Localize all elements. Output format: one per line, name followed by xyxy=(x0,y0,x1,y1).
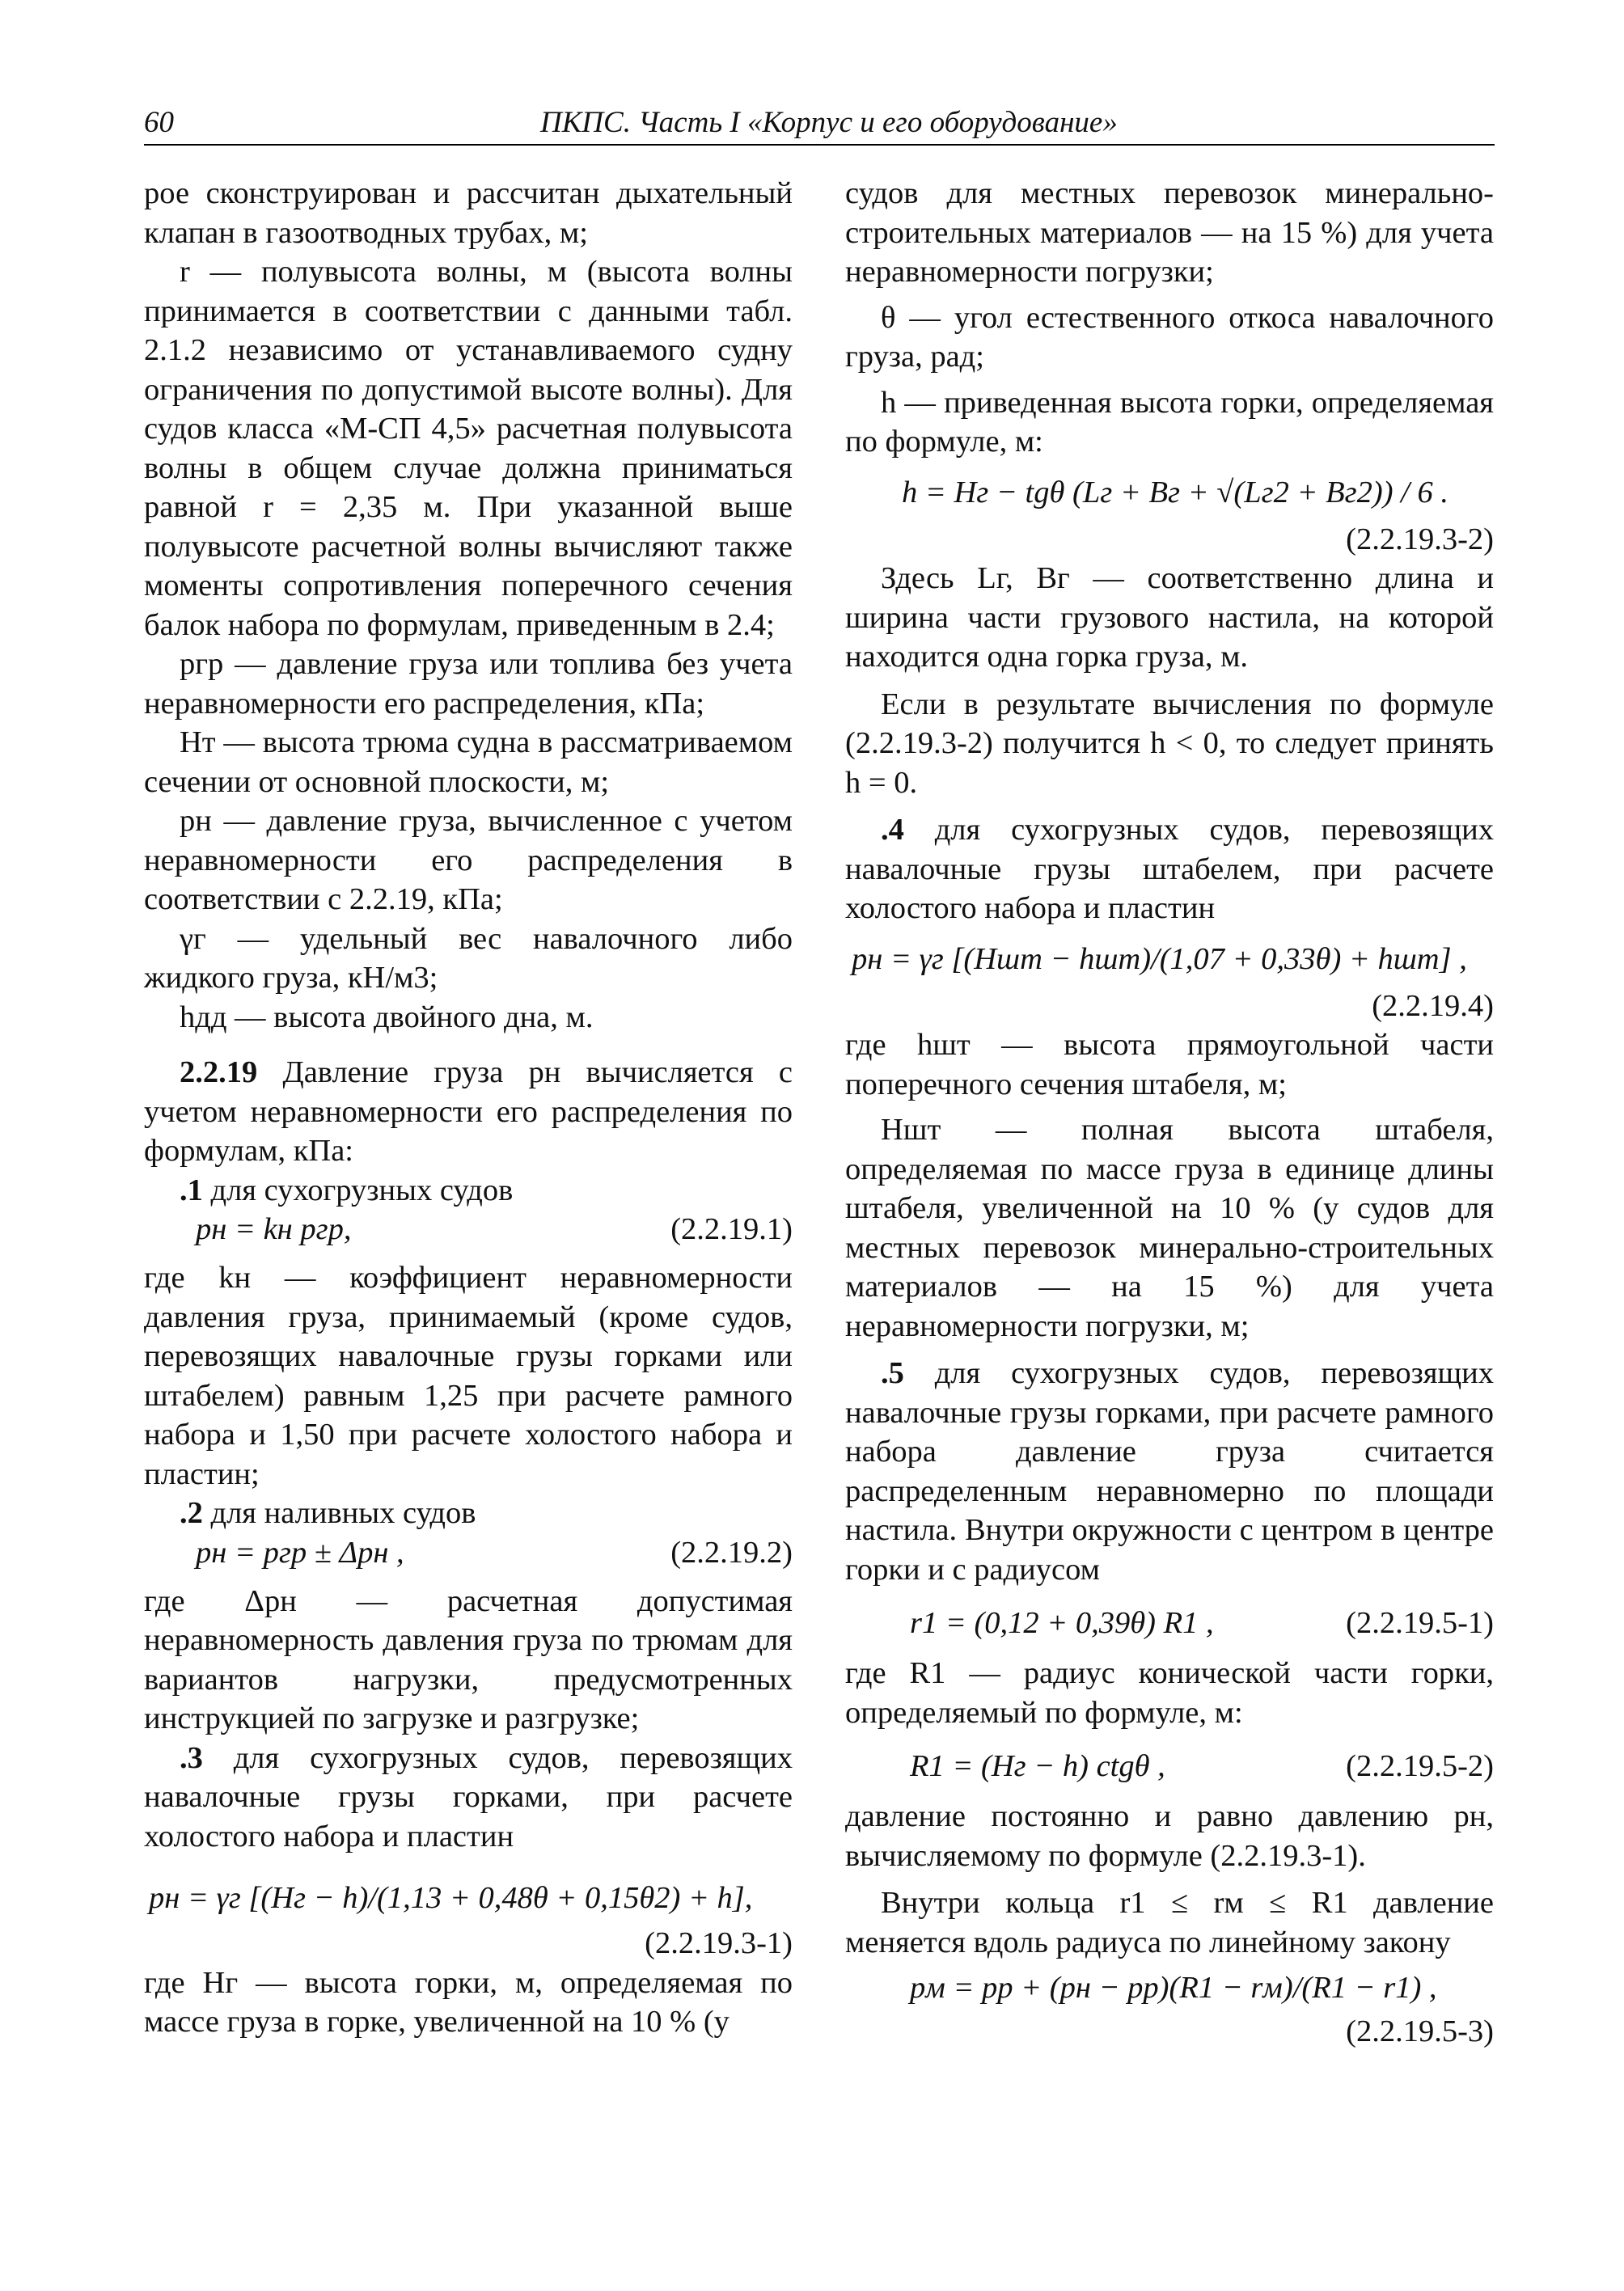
formula: r1 = (0,12 + 0,39θ) R1 , xyxy=(910,1606,1214,1640)
page-header xyxy=(144,105,1495,146)
paragraph: Если в результате вычисления по формуле (2.2.19.3-2) получится h < 0, то следует принять h = 0. xyxy=(845,687,1494,800)
running-title: ПКПС. Часть I «Корпус и его оборудование» xyxy=(540,106,1118,139)
item-number: .2 xyxy=(180,1496,203,1530)
paragraph: где Δpн — расчетная допустимая неравномерность давления груза по трюмам для вариантов нагрузки, предусмотренных инструкцией по загрузке и разгрузке; xyxy=(144,1583,793,1735)
item-text: для сухогрузных судов xyxy=(210,1173,514,1207)
list-item xyxy=(144,1171,793,1211)
formula: R1 = (Hг − h) ctgθ , xyxy=(910,1749,1165,1783)
paragraph: Hт — высота трюма судна в рассматриваемом сечении от основной плоскости, м; xyxy=(144,725,793,799)
paragraph: Внутри кольца r1 ≤ rм ≤ R1 давление меняется вдоль радиуса по линейному закону xyxy=(845,1886,1494,1959)
paragraph: pгр — давление груза или топлива без учета неравномерности его распределения, кПа; xyxy=(144,647,793,721)
equation-number: (2.2.19.1) xyxy=(670,1212,793,1246)
paragraph: судов для местных перевозок минерально-строительных материалов — на 15 %) для учета неравномерности погрузки; xyxy=(845,176,1494,289)
paragraph: Здесь Lг, Bг — соответственно длина и ширина части грузового настила, на которой находится одна горка груза, м. xyxy=(845,561,1494,674)
page-number: 60 xyxy=(144,106,174,139)
paragraph: Hшт — полная высота штабеля, определяемая по массе груза в единице длины штабеля, увеличенной на 10 % (у судов для местных перевозок минерально-строительных материалов — на 15 %) для учета неравномерности погрузки, м; xyxy=(845,1113,1494,1343)
formula-row xyxy=(845,1600,1494,1654)
left-column xyxy=(144,174,793,2042)
list-item xyxy=(144,1494,793,1533)
formula-row xyxy=(144,1533,793,1582)
formula-row xyxy=(845,1744,1494,1797)
list-item xyxy=(144,1739,793,1857)
equation-number: (2.2.19.4) xyxy=(1372,988,1494,1023)
paragraph: γг — удельный вес навалочного либо жидкого груза, кН/м3; xyxy=(144,921,793,995)
formula-row xyxy=(845,467,1494,520)
formula-row xyxy=(144,1870,793,1924)
formula-row xyxy=(144,1210,793,1258)
paragraph: где R1 — радиус конической части горки, определяемый по формуле, м: xyxy=(845,1656,1494,1730)
section-number: 2.2.19 xyxy=(180,1055,258,1089)
paragraph: где hшт — высота прямоугольной части поперечного сечения штабеля, м; xyxy=(845,1028,1494,1101)
list-item xyxy=(845,1354,1494,1589)
item-number: .4 xyxy=(881,813,904,847)
formula: pн = γг [(Hг − h)/(1,13 + 0,48θ + 0,15θ2) + h], xyxy=(149,1881,753,1915)
list-item xyxy=(845,810,1494,928)
item-number: .3 xyxy=(180,1740,203,1775)
paragraph: рое сконструирован и рассчитан дыхательный клапан в газоотводных трубах, м; xyxy=(144,176,793,250)
item-text: для сухогрузных судов, перевозящих навалочные грузы штабелем, при расчете холостого набора и пластин xyxy=(845,813,1494,925)
paragraph: h — приведенная высота горки, определяемая по формуле, м: xyxy=(845,385,1494,459)
equation-number: (2.2.19.3-2) xyxy=(1346,522,1494,556)
item-text: для сухогрузных судов, перевозящих навалочные грузы горками, при расчете рамного набора давление груза считается распределенным неравномерно по площади настила. Внутри окружности с центром в центре горки и с радиусом xyxy=(845,1356,1494,1587)
formula: pм = pр + (pн − pр)(R1 − rм)/(R1 − r1) , xyxy=(910,1971,1437,2005)
equation-number: (2.2.19.5-3) xyxy=(1346,2014,1494,2048)
formula: pн = kн pгр, xyxy=(196,1212,352,1246)
item-number: .1 xyxy=(180,1173,203,1207)
equation-number: (2.2.19.5-2) xyxy=(1346,1749,1494,1783)
equation-number: (2.2.19.2) xyxy=(670,1535,793,1570)
equation-number: (2.2.19.3-1) xyxy=(645,1926,793,1960)
formula: pн = pгр ± Δpн , xyxy=(196,1535,404,1570)
formula-row xyxy=(845,1967,1494,2012)
right-column xyxy=(845,174,1494,2052)
paragraph: pн — давление груза, вычисленное с учетом неравномерности его распределения в соответствии с 2.2.19, кПа; xyxy=(144,804,793,916)
equation-number: (2.2.19.5-1) xyxy=(1346,1606,1494,1640)
paragraph: давление постоянно и равно давлению pн, вычисляемому по формуле (2.2.19.3-1). xyxy=(845,1799,1494,1873)
item-text: для сухогрузных судов, перевозящих навалочные грузы горками, при расчете холостого набора и пластин xyxy=(144,1740,793,1854)
item-text: для наливных судов xyxy=(210,1496,476,1530)
paragraph: hдд — высота двойного дна, м. xyxy=(180,1000,594,1034)
paragraph: r — полувысота волны, м (высота волны принимается в соответствии с данными табл. 2.1.2 независимо от устанавливаемого судну ограничения по допустимой высоте волны). Для судов класса «М-СП 4,5» расчетная полувысота волны в общем случае должна приниматься равной r = 2,35 м. При указанной выше полувысоте расчетной волны вычисляют также моменты сопротивления поперечного сечения балок набора по формулам, приведенным в 2.4; xyxy=(144,255,793,642)
formula: pн = γг [(Hшт − hшт)/(1,07 + 0,33θ) + hшт] , xyxy=(852,941,1467,976)
section-paragraph xyxy=(144,1053,793,1171)
paragraph: где kн — коэффициент неравномерности давления груза, принимаемый (кроме судов, перевозящих навалочные грузы горками или штабелем) равным 1,25 при расчете рамного набора и 1,50 при расчете холостого набора и пластин; xyxy=(144,1261,793,1491)
formula-row xyxy=(845,933,1494,987)
paragraph: где Hг — высота горки, м, определяемая по массе груза в горке, увеличенной на 10 % (у xyxy=(144,1965,793,2039)
item-number: .5 xyxy=(881,1356,904,1390)
paragraph: θ — угол естественного откоса навалочного груза, рад; xyxy=(845,300,1494,374)
formula: h = Hг − tgθ (Lг + Bг + √(Lг2 + Bг2)) / 6 . xyxy=(902,475,1449,509)
section-text: Давление груза pн вычисляется с учетом неравномерности его распределения по формулам, кПа: xyxy=(144,1055,793,1168)
